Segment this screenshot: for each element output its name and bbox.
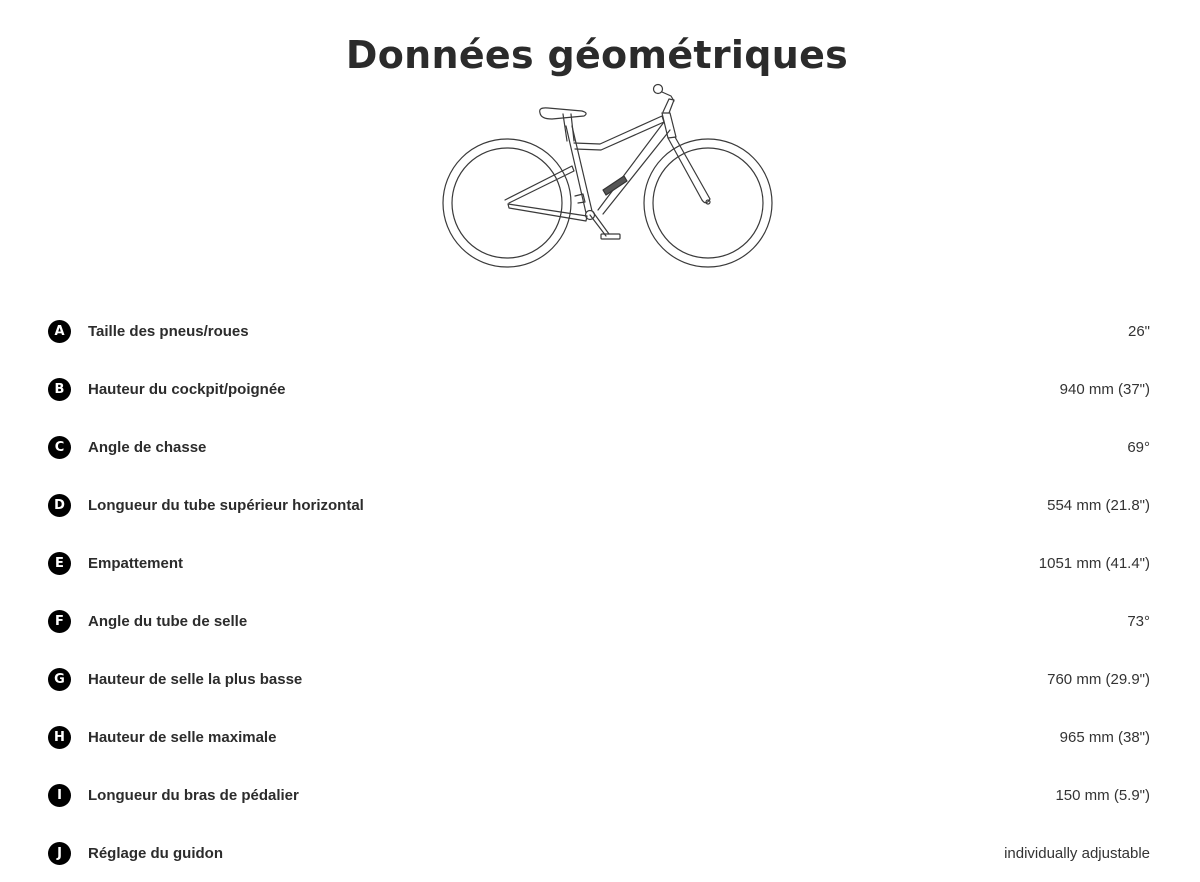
- spec-row-min-saddle-height: [48, 650, 1150, 708]
- spec-value: 940 mm (37"): [1059, 380, 1150, 398]
- spec-row-seat-tube-angle: [48, 592, 1150, 650]
- spec-row-tire-size: [48, 302, 1150, 360]
- spec-row-top-tube-length: [48, 476, 1150, 534]
- spec-label: Angle du tube de selle: [88, 612, 248, 630]
- letter-badge-i: I: [48, 784, 71, 807]
- spec-value: 69°: [1127, 438, 1150, 456]
- bicycle-diagram-icon: [430, 74, 790, 280]
- spec-row-max-saddle-height: [48, 708, 1150, 766]
- spec-label: Hauteur de selle maximale: [88, 728, 277, 746]
- spec-value: 150 mm (5.9"): [1055, 786, 1150, 804]
- letter-badge-j: J: [48, 842, 71, 865]
- spec-value: 26": [1127, 322, 1150, 340]
- spec-row-head-angle: [48, 418, 1150, 476]
- spec-value: 1051 mm (41.4"): [1038, 554, 1150, 572]
- letter-badge-d: D: [48, 494, 71, 517]
- letter-badge-g: G: [48, 668, 71, 691]
- spec-value: 965 mm (38"): [1059, 728, 1150, 746]
- letter-badge-h: H: [48, 726, 71, 749]
- page-title: Données géométriques: [345, 33, 849, 78]
- spec-row-crank-length: [48, 766, 1150, 824]
- letter-badge-e: E: [48, 552, 71, 575]
- letter-badge-f: F: [48, 610, 71, 633]
- spec-label: Longueur du tube supérieur horizontal: [88, 496, 364, 514]
- spec-value: 760 mm (29.9"): [1047, 670, 1150, 688]
- spec-value: 554 mm (21.8"): [1047, 496, 1150, 514]
- letter-badge-c: C: [48, 436, 71, 459]
- letter-badge-b: B: [48, 378, 71, 401]
- spec-label: Taille des pneus/roues: [88, 322, 249, 340]
- spec-value: 73°: [1127, 612, 1150, 630]
- spec-row-handlebar-adjustment: [48, 824, 1150, 882]
- spec-label: Hauteur de selle la plus basse: [88, 670, 303, 688]
- spec-label: Angle de chasse: [88, 438, 207, 456]
- spec-label: Hauteur du cockpit/poignée: [88, 380, 286, 398]
- letter-badge-a: A: [48, 320, 71, 343]
- spec-label: Réglage du guidon: [88, 844, 223, 862]
- spec-row-wheelbase: [48, 534, 1150, 592]
- spec-label: Longueur du bras de pédalier: [88, 786, 299, 804]
- spec-row-cockpit-height: [48, 360, 1150, 418]
- spec-label: Empattement: [88, 554, 184, 572]
- spec-value: individually adjustable: [1004, 844, 1150, 862]
- geometry-spec-list: [48, 302, 1150, 882]
